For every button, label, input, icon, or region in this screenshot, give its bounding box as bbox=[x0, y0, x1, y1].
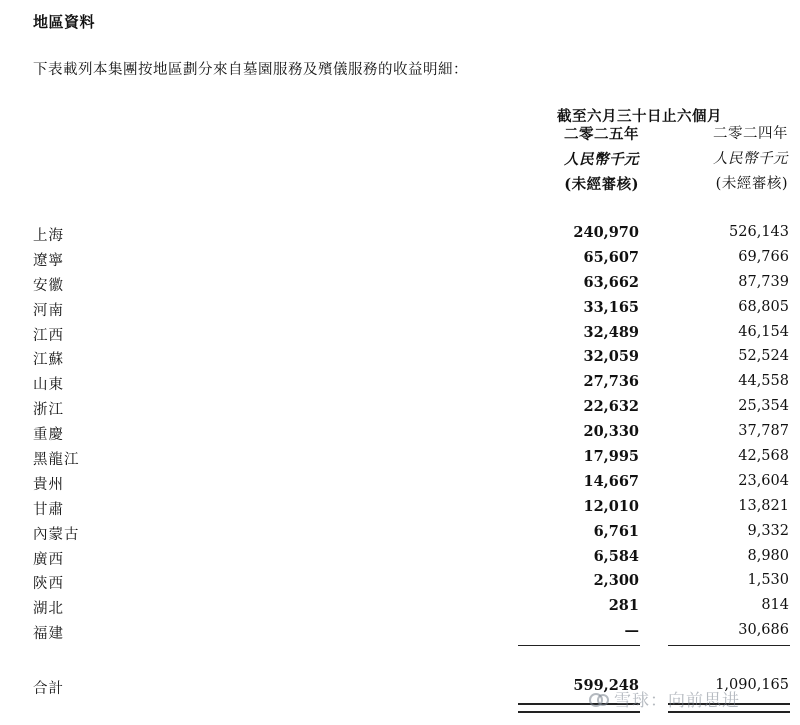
revenue-2025: 63,662 bbox=[583, 273, 639, 291]
table-row bbox=[0, 523, 800, 548]
revenue-2024: 68,805 bbox=[738, 298, 789, 315]
revenue-2024: 52,524 bbox=[738, 348, 789, 365]
intro-paragraph: 下表載列本集團按地區劃分來自墓園服務及殯儀服務的收益明細： bbox=[33, 62, 468, 78]
total-value-2024: 1,090,165 bbox=[715, 677, 789, 693]
revenue-2025: 65,607 bbox=[583, 248, 639, 266]
column-audit-note: (未經審核) bbox=[715, 176, 788, 192]
revenue-2025: 33,165 bbox=[583, 298, 639, 316]
column-year: 二零二五年 bbox=[564, 126, 639, 143]
subtotal-rule-2025 bbox=[518, 645, 640, 646]
table-row bbox=[0, 548, 800, 573]
revenue-2025: 281 bbox=[608, 597, 639, 615]
watermark bbox=[588, 686, 740, 711]
revenue-2025: — bbox=[624, 622, 639, 640]
revenue-2025: 240,970 bbox=[573, 224, 639, 241]
table-row bbox=[0, 597, 800, 622]
region-name: 安徽 bbox=[33, 277, 64, 294]
region-name: 廣西 bbox=[33, 551, 64, 568]
revenue-2025: 6,761 bbox=[593, 522, 639, 540]
revenue-2025: 20,330 bbox=[583, 423, 639, 441]
revenue-2025: 12,010 bbox=[583, 497, 639, 515]
region-name: 黑龍江 bbox=[33, 452, 80, 469]
table-row bbox=[0, 274, 800, 299]
revenue-2025: 17,995 bbox=[583, 448, 639, 466]
region-name: 江蘇 bbox=[33, 352, 64, 369]
revenue-2024: 42,568 bbox=[738, 448, 789, 465]
column-unit: 人民幣千元 bbox=[564, 151, 639, 168]
table-row bbox=[0, 373, 800, 398]
table-row bbox=[0, 324, 800, 349]
region-name: 湖北 bbox=[33, 601, 64, 618]
revenue-2025: 2,300 bbox=[593, 572, 639, 590]
column-unit: 人民幣千元 bbox=[713, 151, 788, 167]
revenue-2024: 8,980 bbox=[747, 547, 789, 564]
region-name: 江西 bbox=[33, 327, 64, 344]
revenue-2024: 23,604 bbox=[738, 472, 789, 489]
watermark-text: 雪球：向前思进 bbox=[614, 691, 740, 711]
region-name: 山東 bbox=[33, 377, 64, 394]
revenue-2024: 9,332 bbox=[747, 522, 789, 539]
revenue-2025: 32,059 bbox=[583, 348, 639, 366]
column-year: 二零二四年 bbox=[713, 126, 788, 142]
region-name: 浙江 bbox=[33, 402, 64, 419]
revenue-2024: 46,154 bbox=[738, 323, 789, 340]
revenue-2024: 30,686 bbox=[738, 622, 789, 639]
subtotal-rule-2024 bbox=[668, 645, 790, 646]
table-row bbox=[0, 398, 800, 423]
revenue-2024: 13,821 bbox=[738, 497, 789, 514]
revenue-2024: 37,787 bbox=[738, 423, 789, 440]
column-header-2025 bbox=[489, 122, 639, 197]
table-row bbox=[0, 498, 800, 523]
revenue-table-body bbox=[0, 224, 800, 647]
revenue-2025: 14,667 bbox=[583, 472, 639, 490]
revenue-2024: 1,530 bbox=[747, 572, 789, 589]
revenue-2025: 32,489 bbox=[583, 323, 639, 341]
table-row bbox=[0, 224, 800, 249]
region-name: 甘肅 bbox=[33, 501, 64, 518]
table-row bbox=[0, 622, 800, 647]
region-name: 內蒙古 bbox=[33, 526, 80, 543]
region-name: 貴州 bbox=[33, 476, 64, 493]
revenue-2024: 69,766 bbox=[738, 248, 789, 265]
region-name: 河南 bbox=[33, 302, 64, 319]
revenue-2025: 27,736 bbox=[583, 373, 639, 391]
region-name: 遼寧 bbox=[33, 252, 64, 269]
table-row bbox=[0, 473, 800, 498]
column-header-2024 bbox=[638, 122, 788, 197]
snowball-logo-icon bbox=[588, 691, 610, 709]
region-name: 福建 bbox=[33, 626, 64, 643]
revenue-2024: 814 bbox=[761, 597, 789, 614]
revenue-2024: 87,739 bbox=[738, 273, 789, 290]
period-header: 截至六月三十日止六個月 bbox=[557, 108, 722, 125]
column-audit-note: (未經審核) bbox=[564, 176, 639, 193]
region-name: 上海 bbox=[33, 228, 64, 244]
revenue-2025: 6,584 bbox=[593, 547, 639, 565]
table-row bbox=[0, 299, 800, 324]
revenue-2024: 25,354 bbox=[738, 398, 789, 415]
region-name: 陝西 bbox=[33, 576, 64, 593]
section-title: 地區資料 bbox=[33, 13, 96, 31]
table-row bbox=[0, 348, 800, 373]
total-value-2025: 599,248 bbox=[573, 677, 639, 694]
revenue-2025: 22,632 bbox=[583, 398, 639, 416]
revenue-2024: 44,558 bbox=[738, 373, 789, 390]
revenue-2024: 526,143 bbox=[729, 224, 789, 240]
region-name: 重慶 bbox=[33, 427, 64, 444]
total-label: 合計 bbox=[33, 681, 64, 697]
table-row bbox=[0, 249, 800, 274]
table-row bbox=[0, 448, 800, 473]
table-row bbox=[0, 423, 800, 448]
table-row bbox=[0, 572, 800, 597]
